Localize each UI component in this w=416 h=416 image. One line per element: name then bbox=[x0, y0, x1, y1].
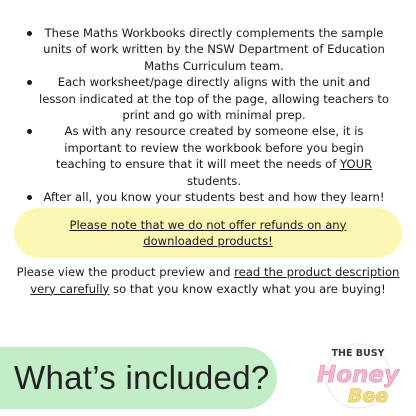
bullet-3-text-end: students. bbox=[186, 173, 242, 188]
preview-instructions bbox=[16, 264, 400, 297]
preview-text-end: so that you know exactly what you are buying! bbox=[109, 281, 386, 296]
bullet-item-1 bbox=[22, 25, 390, 74]
bullet-2-text: Each worksheet/page directly aligns with the unit and lesson indicated at the top of the page, allowing teachers to print and go with minimal prep. bbox=[38, 75, 390, 123]
logo-word-honey: Honey bbox=[316, 362, 400, 388]
bullet-1-text: These Maths Workbooks directly complements the sample units of work written by the NSW Department of Education Maths Curriculum team. bbox=[43, 26, 385, 73]
preview-underlined-text: read the product description very carefully bbox=[30, 265, 400, 296]
logo-line-the-busy: THE BUSY bbox=[331, 348, 385, 359]
refund-notice-banner bbox=[14, 208, 402, 258]
feature-bullet-list bbox=[22, 25, 390, 205]
bullet-item-4 bbox=[22, 189, 390, 205]
bullet-4-text: After all, you know your students best and how they learn! bbox=[43, 190, 385, 205]
refund-notice-text: Please note that we do not offer refunds on any downloaded products! bbox=[69, 217, 347, 248]
preview-text-start: Please view the product preview and bbox=[16, 265, 235, 279]
logo-word-bee: Bee bbox=[347, 385, 389, 407]
whats-included-banner bbox=[0, 347, 277, 409]
bullet-3-text-start: As with any resource created by someone else, it is important to review the workbook before you begin teaching to ensure that it will meet the needs of bbox=[55, 124, 364, 172]
busy-honey-bee-logo bbox=[312, 336, 408, 412]
bullet-item-3 bbox=[22, 123, 390, 189]
bullet-item-2 bbox=[22, 74, 390, 123]
bullet-3-emphasis: YOUR bbox=[340, 157, 373, 172]
whats-included-heading: What’s included? bbox=[14, 359, 270, 396]
